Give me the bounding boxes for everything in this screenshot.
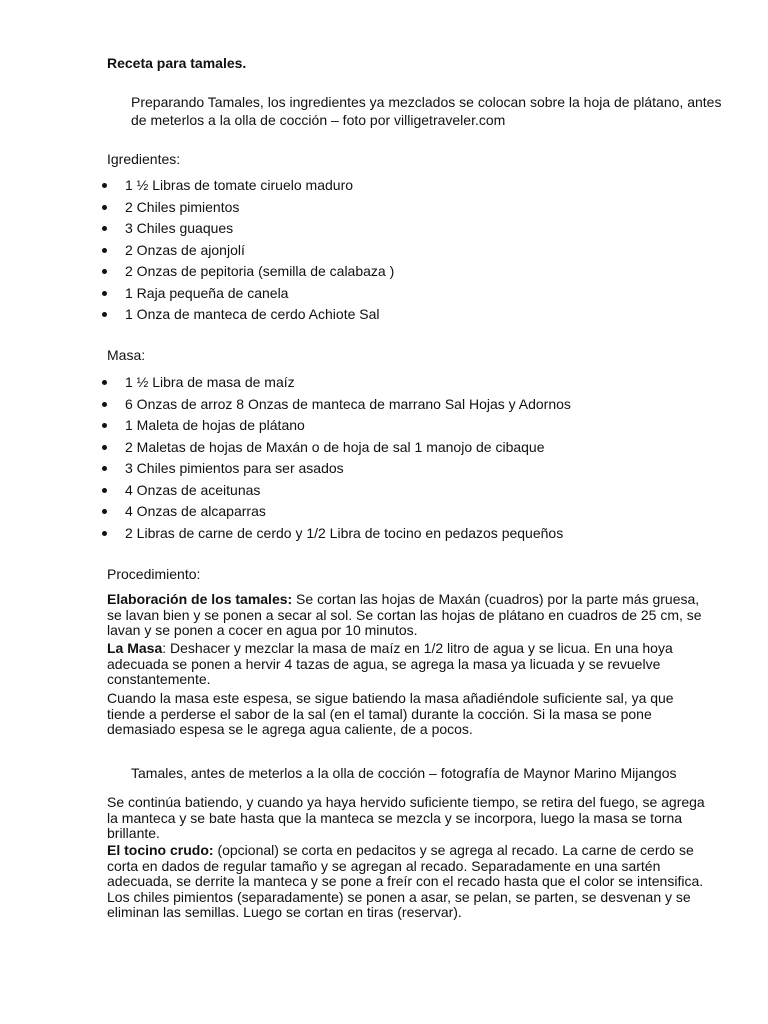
- ingredient-item: [0, 197, 394, 219]
- ingredient-item: [0, 304, 394, 326]
- masa-item: [0, 372, 571, 394]
- ingredient-item-text: 1 ½ Libras de tomate ciruelo maduro: [125, 177, 354, 193]
- bullet-icon: [102, 226, 107, 231]
- procedure-heading-tocino: El tocino crudo:: [107, 842, 214, 858]
- ingredient-item-text: 1 Onza de manteca de cerdo Achiote Sal: [125, 306, 380, 322]
- masa-item: [0, 415, 571, 437]
- procedure-text-masa: : Deshacer y mezclar la masa de maíz en 1/2 litro de agua y se licua. En una hoya adecuada se ponen a hervir 4 tazas de agua, se agrega la masa ya licuada y se revuelve constantemente.: [107, 640, 673, 687]
- masa-item: [0, 458, 571, 480]
- bullet-icon: [102, 402, 107, 407]
- photo-caption-2: Tamales, antes de meterlos a la olla de cocción – fotografía de Maynor Marino Mijangos: [131, 765, 677, 781]
- recipe-title: Receta para tamales.: [107, 55, 247, 71]
- ingredient-item-text: 2 Onzas de pepitoria (semilla de calabaza ): [125, 263, 395, 279]
- procedure-label: Procedimiento:: [107, 566, 201, 582]
- masa-item-text: 6 Onzas de arroz 8 Onzas de manteca de marrano Sal Hojas y Adornos: [125, 395, 571, 412]
- masa-item-text: 4 Onzas de aceitunas: [125, 481, 261, 498]
- photo-caption-1: Preparando Tamales, los ingredientes ya mezclados se colocan sobre la hoja de plátano, antes de meterlos a la olla de cocción – foto por villigetraveler.com: [131, 94, 722, 128]
- procedure-paragraph-tamales: [107, 592, 707, 639]
- masa-item: [0, 394, 571, 416]
- procedure-paragraph-tocino: [107, 843, 707, 921]
- masa-item: [0, 501, 571, 523]
- bullet-icon: [102, 509, 107, 514]
- bullet-icon: [102, 423, 107, 428]
- procedure-paragraph-masa: [107, 641, 707, 688]
- ingredient-item-text: 1 Raja pequeña de canela: [125, 284, 289, 301]
- ingredient-item: [0, 218, 394, 240]
- ingredient-item-text: 2 Onzas de ajonjolí: [125, 241, 245, 258]
- procedure-heading-tamales: Elaboración de los tamales:: [107, 591, 293, 607]
- masa-item: [0, 480, 571, 502]
- ingredient-item: [0, 283, 394, 305]
- masa-item-text: 1 ½ Libra de masa de maíz: [125, 374, 295, 390]
- bullet-icon: [102, 488, 107, 493]
- ingredients-label: Igredientes:: [107, 151, 181, 167]
- bullet-icon: [102, 183, 107, 188]
- masa-item-text: 2 Libras de carne de cerdo y 1/2 Libra de tocino en pedazos pequeños: [125, 524, 564, 541]
- procedure-heading-masa: La Masa: [107, 640, 163, 656]
- ingredient-item: [0, 240, 394, 262]
- procedure-text-tocino: (opcional) se corta en pedacitos y se agrega al recado. La carne de cerdo se corta en dados de regular tamaño y se agregan al recado. Separadamente en una sartén adecuada, se derrite la manteca y se pone a freír con el recado hasta que el color se intensifica. Los chiles pimientos (separadamente) se ponen a asar, se pelan, se parten, se desvenan y se eliminan las semillas. Luego se cortan en tiras (reservar).: [107, 842, 704, 920]
- ingredients-list: [0, 175, 394, 326]
- procedure-text-tamales: Se cortan las hojas de Maxán (cuadros) por la parte más gruesa, se lavan bien y se ponen a secar al sol. Se cortan las hojas de plátano en cuadros de 25 cm, se lavan y se ponen a cocer en agua por 10 minutos.: [107, 591, 702, 638]
- masa-item-text: 1 Maleta de hojas de plátano: [125, 417, 305, 433]
- bullet-icon: [102, 248, 107, 253]
- bullet-icon: [102, 312, 107, 317]
- bullet-icon: [102, 531, 107, 536]
- ingredient-item-text: 2 Chiles pimientos: [125, 198, 240, 215]
- masa-item-text: 4 Onzas de alcaparras: [125, 503, 266, 519]
- procedure-paragraph-espesa: Cuando la masa este espesa, se sigue batiendo la masa añadiéndole suficiente sal, ya que tiende a perderse el sabor de la sal (en el tamal) durante la cocción. Si la masa se pone demasiado espesa se le agrega agua caliente, de a pocos.: [107, 690, 674, 737]
- bullet-icon: [102, 269, 107, 274]
- bullet-icon: [102, 205, 107, 210]
- bullet-icon: [102, 380, 107, 385]
- bullet-icon: [102, 466, 107, 471]
- bullet-icon: [102, 445, 107, 450]
- ingredient-item: [0, 261, 394, 283]
- ingredient-item: [0, 175, 394, 197]
- masa-label: Masa:: [107, 347, 146, 363]
- procedure-paragraph-batiendo: Se continúa batiendo, y cuando ya haya hervido suficiente tiempo, se retira del fuego, se agrega la manteca y se bate hasta que la manteca se mezcla y se incorpora, luego la masa se torna brillante.: [107, 794, 705, 841]
- masa-item-text: 3 Chiles pimientos para ser asados: [125, 460, 344, 476]
- masa-list: [0, 372, 571, 544]
- masa-item: [0, 523, 571, 545]
- masa-item: [0, 437, 571, 459]
- bullet-icon: [102, 291, 107, 296]
- masa-item-text: 2 Maletas de hojas de Maxán o de hoja de sal 1 manojo de cibaque: [125, 438, 545, 455]
- ingredient-item-text: 3 Chiles guaques: [125, 220, 234, 236]
